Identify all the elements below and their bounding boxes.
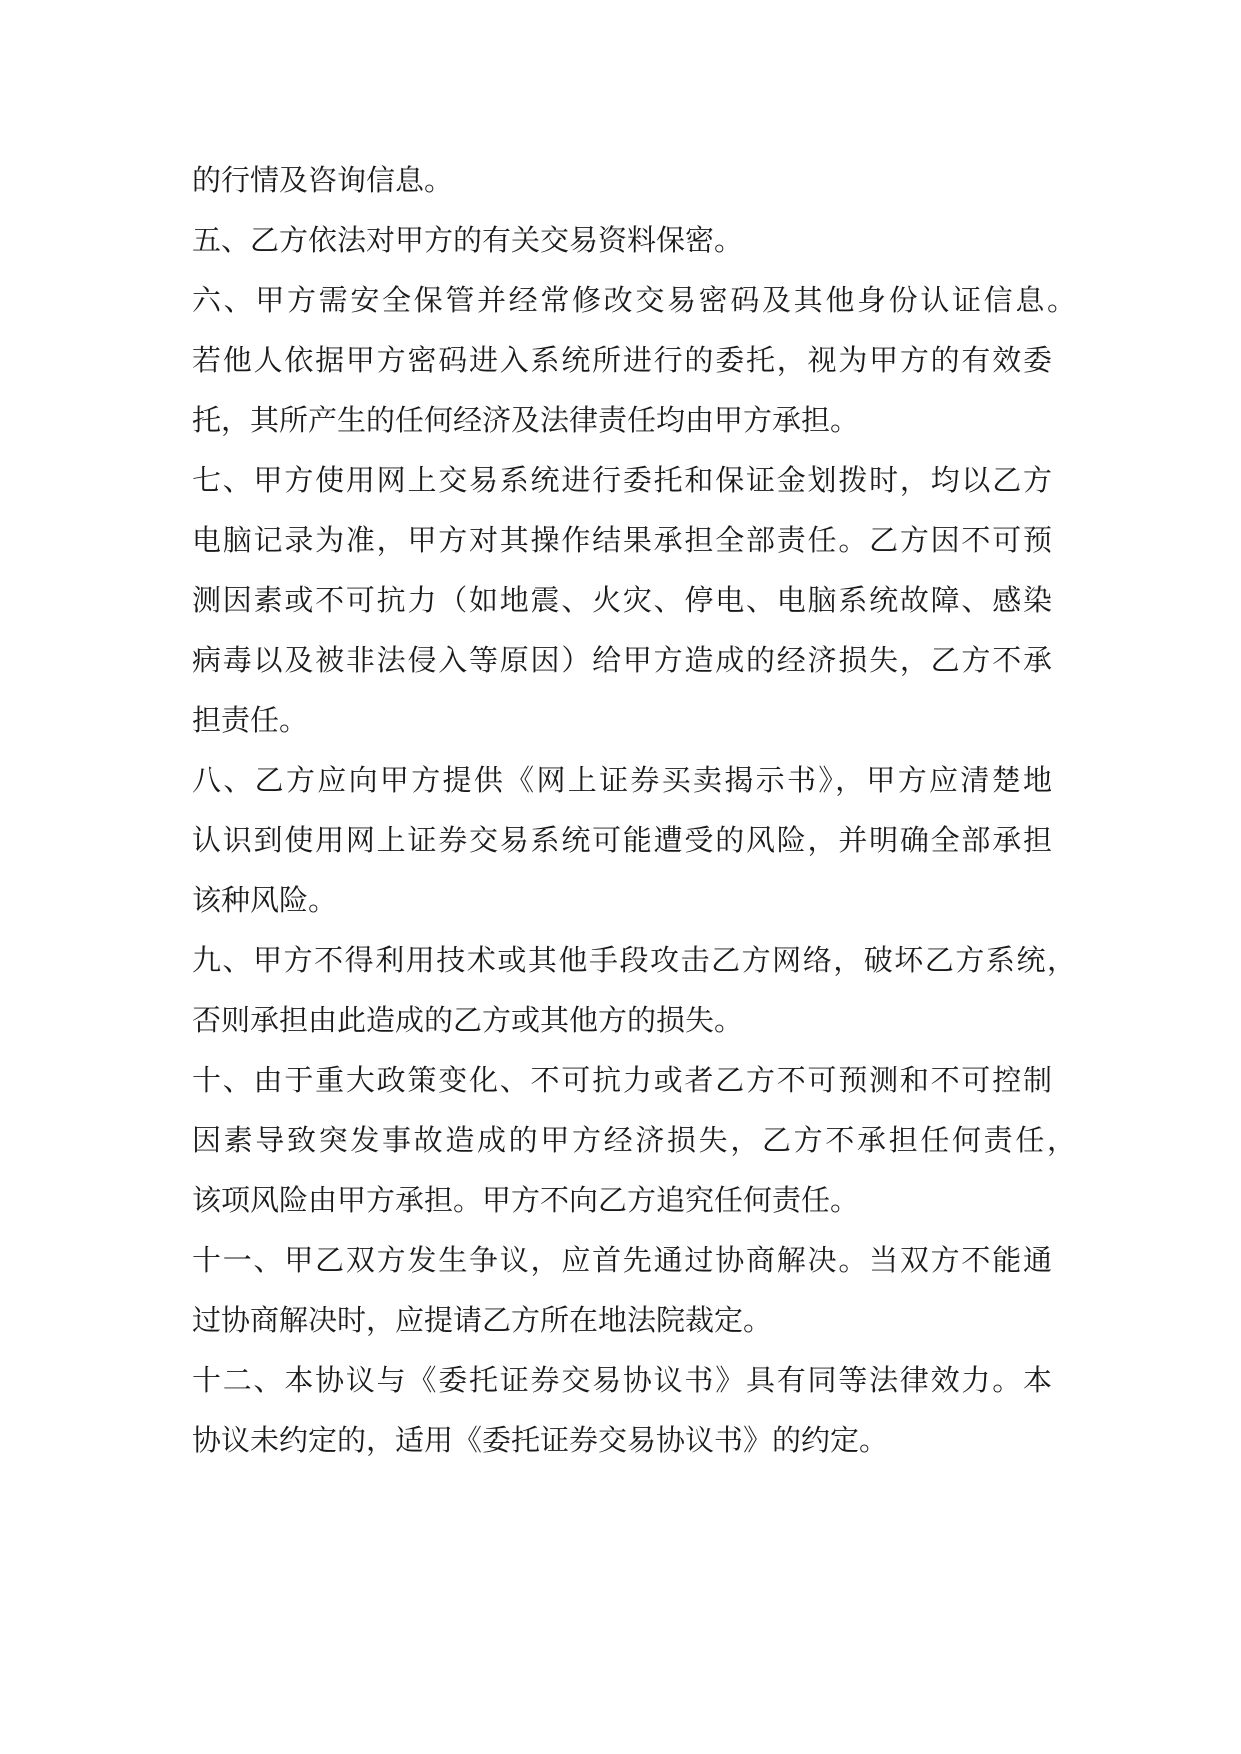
text-line: 病毒以及被非法侵入等原因）给甲方造成的经济损失，乙方不承 [192, 643, 1052, 677]
text-line: 过协商解决时，应提请乙方所在地法院裁定。 [192, 1303, 773, 1337]
text-line: 该项风险由甲方承担。甲方不向乙方追究任何责任。 [192, 1183, 860, 1217]
clause-6-line: 六、甲方需安全保管并经常修改交易密码及其他身份认证信息。 [192, 283, 1076, 317]
text-line: 测因素或不可抗力（如地震、火灾、停电、电脑系统故障、感染 [192, 583, 1052, 617]
clause-9-line: 九、甲方不得利用技术或其他手段攻击乙方网络，破坏乙方系统， [192, 943, 1076, 977]
text-line: 该种风险。 [192, 883, 338, 917]
text-line: 的行情及咨询信息。 [192, 163, 454, 197]
document-body [192, 150, 1092, 1470]
clause-11-line: 十一、甲乙双方发生争议，应首先通过协商解决。当双方不能通 [192, 1243, 1052, 1277]
clause-12-line: 十二、本协议与《委托证券交易协议书》具有同等法律效力。本 [192, 1363, 1052, 1397]
clause-7-line: 七、甲方使用网上交易系统进行委托和保证金划拨时，均以乙方 [192, 463, 1052, 497]
text-line: 担责任。 [192, 703, 309, 737]
text-line: 若他人依据甲方密码进入系统所进行的委托，视为甲方的有效委 [192, 343, 1052, 377]
clause-10-line: 十、由于重大政策变化、不可抗力或者乙方不可预测和不可控制 [192, 1063, 1052, 1097]
text-line: 否则承担由此造成的乙方或其他方的损失。 [192, 1003, 744, 1037]
clause-5-line: 五、乙方依法对甲方的有关交易资料保密。 [192, 223, 744, 257]
text-line: 协议未约定的，适用《委托证券交易协议书》的约定。 [192, 1423, 889, 1457]
clause-8-line: 八、乙方应向甲方提供《网上证券买卖揭示书》，甲方应清楚地 [192, 763, 1052, 797]
text-line: 电脑记录为准，甲方对其操作结果承担全部责任。乙方因不可预 [192, 523, 1052, 557]
text-line: 因素导致突发事故造成的甲方经济损失，乙方不承担任何责任， [192, 1123, 1076, 1157]
text-line: 认识到使用网上证券交易系统可能遭受的风险，并明确全部承担 [192, 823, 1052, 857]
text-line: 托，其所产生的任何经济及法律责任均由甲方承担。 [192, 403, 860, 437]
